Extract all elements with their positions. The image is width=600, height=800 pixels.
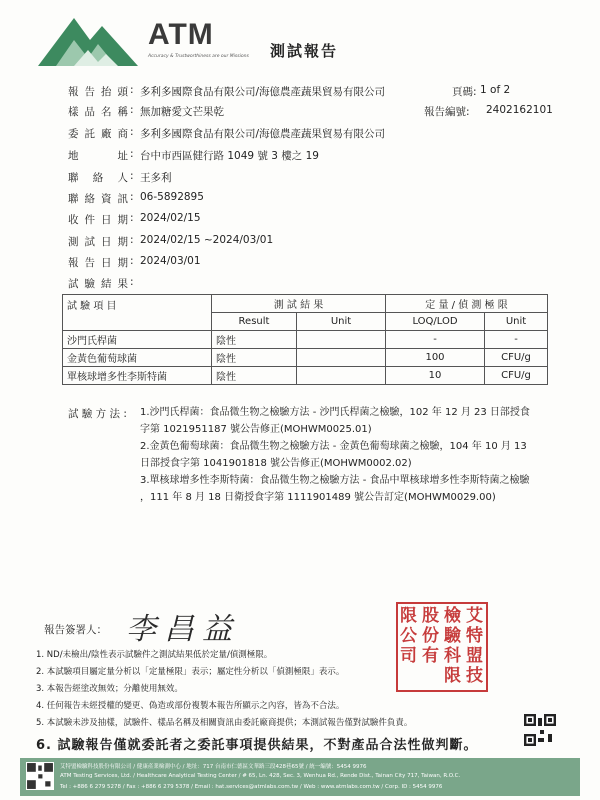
logo-tagline: Accuracy & Trustworthiness are our Missions [148,54,249,59]
seal-char: 司 [400,646,417,666]
header-test-result: 測 試 結 果 [212,295,386,313]
signer-label: 報告簽署人： [44,624,107,636]
method-line: 1.沙門氏桿菌：食品微生物之檢驗方法 - 沙門氏桿菌之檢驗，102 年 12 月 23 日部授食 [140,407,530,418]
logo-wordmark: ATM [148,18,214,51]
method-text [140,404,560,506]
seal-char: 有 [422,646,439,666]
info-value: 多利多國際食品有限公司/海億農產蔬果貿易有限公司 [140,86,386,98]
seal-char: 技 [466,666,483,686]
seal-char: 驗 [444,626,461,646]
info-value: 台中市西區健行路 1049 號 3 樓之 19 [140,150,319,162]
row-unit-limit: CFU/g [485,367,548,385]
info-label: 測試日期 [68,236,128,248]
header-test-item: 試 驗 項 目 [63,295,212,331]
report-number: 2402162101 [486,104,553,116]
qr-code-icon [524,714,556,746]
note-item: 4. 任何報告未經授權的變更、偽造或部份複製本報告所顯示之內容，皆為不合法。 [36,701,345,711]
header-result: Result [212,313,297,331]
row-item: 單核球增多性李斯特菌 [63,367,212,385]
note-item: 5. 本試驗未涉及抽樣，試驗件、樣品名稱及相關資訊由委託廠商提供；本測試報告僅對試驗件負責。 [36,718,413,728]
note-item: 1. ND/未檢出/陰性表示試驗件之測試結果低於定量/偵測極限。 [36,650,273,660]
header-limit: 定 量 / 偵 測 極 限 [386,295,548,313]
seal-char: 股 [422,606,439,626]
info-label: 樣品名稱 [68,106,128,118]
info-value: 2024/02/15 ~2024/03/01 [140,234,274,246]
row-unit [297,331,386,349]
info-label: 試驗結果 [68,278,128,290]
seal-char: 檢 [444,606,461,626]
method-line: 3.單核球增多性李斯特菌：食品微生物之檢驗方法 - 食品中單核球增多性李斯特菌之檢驗 [140,475,530,486]
method-line: 字第 1021951187 號公告修正(MOHWM0025.01) [140,424,372,435]
seal-char: 公 [400,626,417,646]
page-number: 1 of 2 [480,84,511,96]
page-number-label: 頁碼: [452,86,477,98]
seal-char: 份 [422,626,439,646]
row-unit [297,367,386,385]
info-value: 多利多國際食品有限公司/海億農產蔬果貿易有限公司 [140,128,386,140]
info-label: 報告日期 [68,257,128,269]
info-label: 聯絡人 [68,172,128,184]
note-item: 2. 本試驗項目屬定量分析以「定量極限」表示；屬定性分析以「偵測極限」表示。 [36,667,345,677]
table-row [63,331,548,349]
document-title: 測試報告 [270,42,339,60]
info-value: 06-5892895 [140,191,204,203]
row-unit-limit: CFU/g [485,349,548,367]
row-loq: 100 [386,349,485,367]
info-label: 收件日期 [68,214,128,226]
seal-char: 限 [444,666,461,686]
row-result: 陰性 [212,367,297,385]
header-unit-limit: Unit [485,313,548,331]
info-value: 王多利 [140,172,172,184]
footer-line: Tel : +886 6 279 5278 / Fax : +886 6 279 5378 / Email : hat.services@atmlabs.com.tw / Web : www.atmlabs.com.tw / Corp. ID : 5454 9976 [60,784,443,790]
footer-line: 艾特盟檢驗科技股份有限公司 / 健康產業檢測中心 / 地址：717 台南市仁德區文華路三段428巷65號 / 統一編號：5454 9976 [60,764,367,770]
row-unit [297,349,386,367]
row-loq: 10 [386,367,485,385]
info-label: 報告抬頭 [68,86,128,98]
seal-char: 限 [400,606,417,626]
note-item: 3. 本報告經塗改無效；分離使用無效。 [36,684,183,694]
atm-logo-icon [38,14,146,68]
method-line: 2.金黃色葡萄球菌：食品微生物之檢驗方法 - 金黃色葡萄球菌之檢驗，104 年 10 月 13 [140,441,527,452]
method-line: ，111 年 8 月 18 日衛授食字第 1111901489 號公告訂定(MOHWM0029.00) [140,492,496,503]
seal-char: 科 [444,646,461,666]
info-label: 地址 [68,150,128,162]
info-value: 無加糖愛文芒果乾 [140,106,224,118]
seal-char: 盟 [466,646,483,666]
row-result: 陰性 [212,349,297,367]
report-number-label: 報告編號: [424,106,470,118]
row-item: 金黃色葡萄球菌 [63,349,212,367]
info-label: 委託廠商 [68,128,128,140]
table-row [63,349,548,367]
note-item-emphasis: 6. 試驗報告僅就委託者之委託事項提供結果，不對產品合法性做判斷。 [36,738,478,753]
footer-line: ATM Testing Services, Ltd. / Healthcare Analytical Testing Center / # 65, Ln. 428, Sec. 3, Wenhua Rd., Rende Dist., Tainan City 717, Taiwan, R.O.C. [60,773,461,779]
row-item: 沙門氏桿菌 [63,331,212,349]
header-loq: LOQ/LOD [386,313,485,331]
method-label: 試 驗 方 法 : [68,408,127,420]
footer-qr-code-icon [26,762,54,790]
table-row [63,367,548,385]
row-loq: - [386,331,485,349]
company-seal [396,602,488,692]
info-value: 2024/02/15 [140,212,201,224]
seal-char: 艾 [466,606,483,626]
results-table [62,294,548,385]
row-result: 陰性 [212,331,297,349]
method-line: 日部授食字第 1041901818 號公告修正(MOHWM0002.02) [140,458,412,469]
seal-char: 特 [466,626,483,646]
row-unit-limit: - [485,331,548,349]
info-value: 2024/03/01 [140,255,201,267]
header-unit: Unit [297,313,386,331]
signature: 李昌益 [126,612,240,647]
info-label: 聯絡資訊 [68,193,128,205]
